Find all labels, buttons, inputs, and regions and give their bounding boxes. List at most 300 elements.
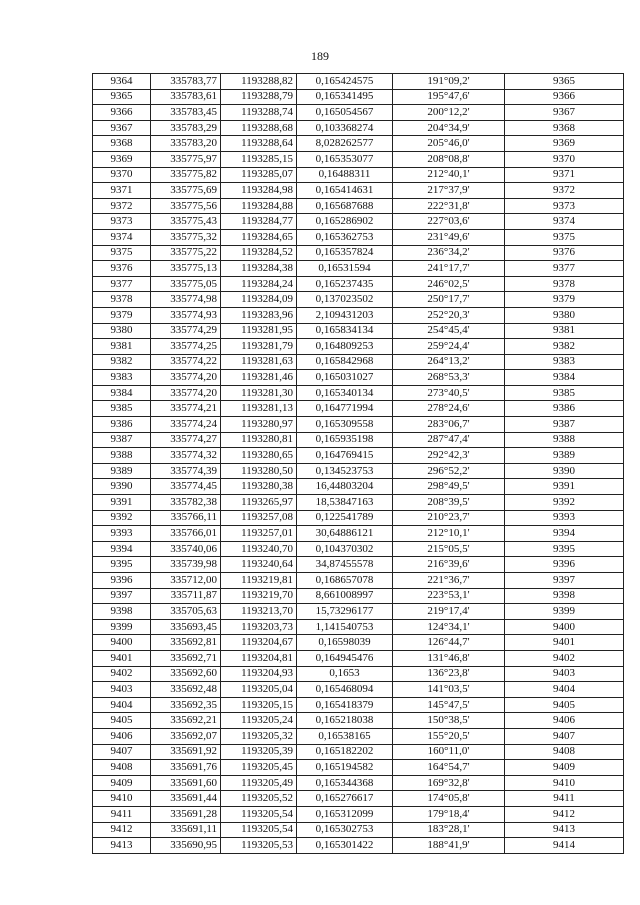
y-coordinate-cell: 1193280,97: [221, 417, 297, 433]
point-to-cell: 9368: [505, 120, 624, 136]
point-to-cell: 9389: [505, 448, 624, 464]
x-coordinate-cell: 335775,22: [151, 245, 221, 261]
distance-cell: 8,661008997: [297, 588, 393, 604]
point-to-cell: 9402: [505, 650, 624, 666]
y-coordinate-cell: 1193284,88: [221, 198, 297, 214]
bearing-cell: 131°46,8': [393, 650, 505, 666]
bearing-cell: 208°39,5': [393, 495, 505, 511]
table-row: [93, 261, 624, 277]
table-row: [93, 682, 624, 698]
table-row: [93, 245, 624, 261]
distance-cell: 0,164769415: [297, 448, 393, 464]
table-row: [93, 401, 624, 417]
y-coordinate-cell: 1193284,77: [221, 214, 297, 230]
bearing-cell: 252°20,3': [393, 307, 505, 323]
distance-cell: 0,165054567: [297, 105, 393, 121]
x-coordinate-cell: 335774,21: [151, 401, 221, 417]
point-to-cell: 9398: [505, 588, 624, 604]
point-from-cell: 9383: [93, 370, 151, 386]
y-coordinate-cell: 1193204,93: [221, 666, 297, 682]
point-to-cell: 9379: [505, 292, 624, 308]
y-coordinate-cell: 1193288,74: [221, 105, 297, 121]
point-from-cell: 9394: [93, 541, 151, 557]
bearing-cell: 208°08,8': [393, 151, 505, 167]
distance-cell: 0,165424575: [297, 74, 393, 90]
table-row: [93, 151, 624, 167]
point-from-cell: 9364: [93, 74, 151, 90]
y-coordinate-cell: 1193288,79: [221, 89, 297, 105]
y-coordinate-cell: 1193288,64: [221, 136, 297, 152]
bearing-cell: 200°12,2': [393, 105, 505, 121]
bearing-cell: 219°17,4': [393, 604, 505, 620]
table-row: [93, 744, 624, 760]
bearing-cell: 150°38,5': [393, 713, 505, 729]
bearing-cell: 212°10,1': [393, 526, 505, 542]
x-coordinate-cell: 335774,39: [151, 463, 221, 479]
y-coordinate-cell: 1193205,52: [221, 791, 297, 807]
point-to-cell: 9374: [505, 214, 624, 230]
point-from-cell: 9412: [93, 822, 151, 838]
x-coordinate-cell: 335774,98: [151, 292, 221, 308]
bearing-cell: 227°03,6': [393, 214, 505, 230]
table-body: [93, 74, 624, 854]
table-row: [93, 339, 624, 355]
bearing-cell: 283°06,7': [393, 417, 505, 433]
table-row: [93, 432, 624, 448]
distance-cell: 0,168657078: [297, 573, 393, 589]
y-coordinate-cell: 1193283,96: [221, 307, 297, 323]
point-to-cell: 9391: [505, 479, 624, 495]
table-row: [93, 136, 624, 152]
point-to-cell: 9385: [505, 385, 624, 401]
point-from-cell: 9387: [93, 432, 151, 448]
y-coordinate-cell: 1193205,54: [221, 822, 297, 838]
table-row: [93, 635, 624, 651]
x-coordinate-cell: 335691,60: [151, 775, 221, 791]
table-row: [93, 385, 624, 401]
y-coordinate-cell: 1193205,32: [221, 728, 297, 744]
coordinates-table: [92, 73, 624, 854]
bearing-cell: 126°44,7': [393, 635, 505, 651]
bearing-cell: 231°49,6': [393, 229, 505, 245]
bearing-cell: 204°34,9': [393, 120, 505, 136]
point-from-cell: 9367: [93, 120, 151, 136]
x-coordinate-cell: 335740,06: [151, 541, 221, 557]
distance-cell: 0,164771994: [297, 401, 393, 417]
x-coordinate-cell: 335783,77: [151, 74, 221, 90]
distance-cell: 0,165687688: [297, 198, 393, 214]
x-coordinate-cell: 335774,24: [151, 417, 221, 433]
point-from-cell: 9395: [93, 557, 151, 573]
distance-cell: 16,44803204: [297, 479, 393, 495]
bearing-cell: 216°39,6': [393, 557, 505, 573]
point-to-cell: 9372: [505, 183, 624, 199]
table-row: [93, 292, 624, 308]
point-from-cell: 9404: [93, 697, 151, 713]
x-coordinate-cell: 335711,87: [151, 588, 221, 604]
point-from-cell: 9411: [93, 806, 151, 822]
bearing-cell: 236°34,2': [393, 245, 505, 261]
table-row: [93, 604, 624, 620]
bearing-cell: 136°23,8': [393, 666, 505, 682]
y-coordinate-cell: 1193280,81: [221, 432, 297, 448]
distance-cell: 0,165302753: [297, 822, 393, 838]
point-to-cell: 9375: [505, 229, 624, 245]
bearing-cell: 287°47,4': [393, 432, 505, 448]
point-from-cell: 9389: [93, 463, 151, 479]
table-row: [93, 541, 624, 557]
point-to-cell: 9406: [505, 713, 624, 729]
distance-cell: 0,165194582: [297, 760, 393, 776]
table-row: [93, 214, 624, 230]
y-coordinate-cell: 1193284,98: [221, 183, 297, 199]
distance-cell: 0,16538165: [297, 728, 393, 744]
y-coordinate-cell: 1193281,46: [221, 370, 297, 386]
point-from-cell: 9371: [93, 183, 151, 199]
x-coordinate-cell: 335783,61: [151, 89, 221, 105]
table-row: [93, 510, 624, 526]
point-from-cell: 9400: [93, 635, 151, 651]
distance-cell: 0,104370302: [297, 541, 393, 557]
bearing-cell: 222°31,8': [393, 198, 505, 214]
point-to-cell: 9396: [505, 557, 624, 573]
table-row: [93, 666, 624, 682]
bearing-cell: 164°54,7': [393, 760, 505, 776]
point-to-cell: 9371: [505, 167, 624, 183]
point-to-cell: 9373: [505, 198, 624, 214]
table-row: [93, 276, 624, 292]
x-coordinate-cell: 335739,98: [151, 557, 221, 573]
table-row: [93, 822, 624, 838]
x-coordinate-cell: 335774,29: [151, 323, 221, 339]
bearing-cell: 210°23,7': [393, 510, 505, 526]
point-to-cell: 9394: [505, 526, 624, 542]
point-from-cell: 9379: [93, 307, 151, 323]
distance-cell: 0,122541789: [297, 510, 393, 526]
x-coordinate-cell: 335774,45: [151, 479, 221, 495]
y-coordinate-cell: 1193257,01: [221, 526, 297, 542]
table-row: [93, 354, 624, 370]
bearing-cell: 155°20,5': [393, 728, 505, 744]
point-from-cell: 9393: [93, 526, 151, 542]
table-row: [93, 307, 624, 323]
bearing-cell: 264°13,2': [393, 354, 505, 370]
point-to-cell: 9370: [505, 151, 624, 167]
x-coordinate-cell: 335705,63: [151, 604, 221, 620]
point-to-cell: 9401: [505, 635, 624, 651]
y-coordinate-cell: 1193285,15: [221, 151, 297, 167]
point-from-cell: 9401: [93, 650, 151, 666]
x-coordinate-cell: 335783,29: [151, 120, 221, 136]
distance-cell: 0,134523753: [297, 463, 393, 479]
x-coordinate-cell: 335712,00: [151, 573, 221, 589]
point-to-cell: 9367: [505, 105, 624, 121]
point-from-cell: 9377: [93, 276, 151, 292]
table-row: [93, 370, 624, 386]
bearing-cell: 195°47,6': [393, 89, 505, 105]
bearing-cell: 259°24,4': [393, 339, 505, 355]
y-coordinate-cell: 1193281,95: [221, 323, 297, 339]
point-from-cell: 9384: [93, 385, 151, 401]
point-from-cell: 9382: [93, 354, 151, 370]
distance-cell: 15,73296177: [297, 604, 393, 620]
point-to-cell: 9393: [505, 510, 624, 526]
y-coordinate-cell: 1193219,81: [221, 573, 297, 589]
point-to-cell: 9395: [505, 541, 624, 557]
point-from-cell: 9372: [93, 198, 151, 214]
bearing-cell: 223°53,1': [393, 588, 505, 604]
bearing-cell: 191°09,2': [393, 74, 505, 90]
point-from-cell: 9366: [93, 105, 151, 121]
point-to-cell: 9382: [505, 339, 624, 355]
point-to-cell: 9411: [505, 791, 624, 807]
point-to-cell: 9414: [505, 838, 624, 854]
bearing-cell: 212°40,1': [393, 167, 505, 183]
y-coordinate-cell: 1193284,38: [221, 261, 297, 277]
x-coordinate-cell: 335774,27: [151, 432, 221, 448]
bearing-cell: 278°24,6': [393, 401, 505, 417]
x-coordinate-cell: 335774,20: [151, 370, 221, 386]
point-from-cell: 9385: [93, 401, 151, 417]
point-from-cell: 9374: [93, 229, 151, 245]
x-coordinate-cell: 335691,11: [151, 822, 221, 838]
table-row: [93, 526, 624, 542]
y-coordinate-cell: 1193284,65: [221, 229, 297, 245]
point-to-cell: 9388: [505, 432, 624, 448]
table-row: [93, 417, 624, 433]
x-coordinate-cell: 335775,97: [151, 151, 221, 167]
distance-cell: 8,028262577: [297, 136, 393, 152]
bearing-cell: 183°28,1': [393, 822, 505, 838]
table-row: [93, 479, 624, 495]
point-from-cell: 9406: [93, 728, 151, 744]
distance-cell: 0,165834134: [297, 323, 393, 339]
x-coordinate-cell: 335691,44: [151, 791, 221, 807]
point-to-cell: 9410: [505, 775, 624, 791]
y-coordinate-cell: 1193281,79: [221, 339, 297, 355]
x-coordinate-cell: 335692,60: [151, 666, 221, 682]
table-row: [93, 198, 624, 214]
point-to-cell: 9384: [505, 370, 624, 386]
table-row: [93, 791, 624, 807]
y-coordinate-cell: 1193203,73: [221, 619, 297, 635]
x-coordinate-cell: 335775,05: [151, 276, 221, 292]
point-from-cell: 9381: [93, 339, 151, 355]
x-coordinate-cell: 335692,71: [151, 650, 221, 666]
distance-cell: 18,53847163: [297, 495, 393, 511]
x-coordinate-cell: 335775,56: [151, 198, 221, 214]
point-from-cell: 9373: [93, 214, 151, 230]
bearing-cell: 145°47,5': [393, 697, 505, 713]
point-from-cell: 9370: [93, 167, 151, 183]
point-to-cell: 9390: [505, 463, 624, 479]
bearing-cell: 169°32,8': [393, 775, 505, 791]
bearing-cell: 215°05,5': [393, 541, 505, 557]
bearing-cell: 250°17,7': [393, 292, 505, 308]
table-row: [93, 573, 624, 589]
x-coordinate-cell: 335692,07: [151, 728, 221, 744]
x-coordinate-cell: 335782,38: [151, 495, 221, 511]
bearing-cell: 217°37,9': [393, 183, 505, 199]
point-from-cell: 9386: [93, 417, 151, 433]
y-coordinate-cell: 1193205,49: [221, 775, 297, 791]
distance-cell: 0,165276617: [297, 791, 393, 807]
table-row: [93, 760, 624, 776]
x-coordinate-cell: 335692,35: [151, 697, 221, 713]
table-row: [93, 650, 624, 666]
table-row: [93, 167, 624, 183]
x-coordinate-cell: 335766,01: [151, 526, 221, 542]
point-from-cell: 9388: [93, 448, 151, 464]
bearing-cell: 179°18,4': [393, 806, 505, 822]
distance-cell: 0,165237435: [297, 276, 393, 292]
distance-cell: 0,165182202: [297, 744, 393, 760]
point-to-cell: 9392: [505, 495, 624, 511]
point-to-cell: 9378: [505, 276, 624, 292]
y-coordinate-cell: 1193205,04: [221, 682, 297, 698]
table-row: [93, 323, 624, 339]
y-coordinate-cell: 1193285,07: [221, 167, 297, 183]
bearing-cell: 124°34,1': [393, 619, 505, 635]
x-coordinate-cell: 335774,25: [151, 339, 221, 355]
x-coordinate-cell: 335692,48: [151, 682, 221, 698]
point-from-cell: 9365: [93, 89, 151, 105]
y-coordinate-cell: 1193265,97: [221, 495, 297, 511]
distance-cell: 0,165341495: [297, 89, 393, 105]
y-coordinate-cell: 1193205,54: [221, 806, 297, 822]
page-number: 189: [311, 49, 329, 63]
distance-cell: 30,64886121: [297, 526, 393, 542]
bearing-cell: 174°05,8': [393, 791, 505, 807]
x-coordinate-cell: 335692,81: [151, 635, 221, 651]
y-coordinate-cell: 1193205,53: [221, 838, 297, 854]
point-to-cell: 9405: [505, 697, 624, 713]
x-coordinate-cell: 335691,28: [151, 806, 221, 822]
distance-cell: 0,165357824: [297, 245, 393, 261]
table-row: [93, 229, 624, 245]
x-coordinate-cell: 335693,45: [151, 619, 221, 635]
distance-cell: 0,165340134: [297, 385, 393, 401]
point-from-cell: 9375: [93, 245, 151, 261]
y-coordinate-cell: 1193240,64: [221, 557, 297, 573]
point-to-cell: 9408: [505, 744, 624, 760]
distance-cell: 0,165842968: [297, 354, 393, 370]
y-coordinate-cell: 1193280,50: [221, 463, 297, 479]
x-coordinate-cell: 335775,13: [151, 261, 221, 277]
point-to-cell: 9404: [505, 682, 624, 698]
table-row: [93, 588, 624, 604]
x-coordinate-cell: 335774,93: [151, 307, 221, 323]
distance-cell: 0,16598039: [297, 635, 393, 651]
point-from-cell: 9405: [93, 713, 151, 729]
bearing-cell: 268°53,3': [393, 370, 505, 386]
y-coordinate-cell: 1193284,52: [221, 245, 297, 261]
y-coordinate-cell: 1193284,09: [221, 292, 297, 308]
y-coordinate-cell: 1193280,65: [221, 448, 297, 464]
point-from-cell: 9397: [93, 588, 151, 604]
bearing-cell: 298°49,5': [393, 479, 505, 495]
point-to-cell: 9366: [505, 89, 624, 105]
y-coordinate-cell: 1193204,67: [221, 635, 297, 651]
y-coordinate-cell: 1193205,45: [221, 760, 297, 776]
y-coordinate-cell: 1193213,70: [221, 604, 297, 620]
point-to-cell: 9400: [505, 619, 624, 635]
point-to-cell: 9407: [505, 728, 624, 744]
point-to-cell: 9409: [505, 760, 624, 776]
point-from-cell: 9403: [93, 682, 151, 698]
point-to-cell: 9376: [505, 245, 624, 261]
bearing-cell: 246°02,5': [393, 276, 505, 292]
point-to-cell: 9412: [505, 806, 624, 822]
distance-cell: 0,165362753: [297, 229, 393, 245]
table-row: [93, 448, 624, 464]
bearing-cell: 160°11,0': [393, 744, 505, 760]
bearing-cell: 296°52,2': [393, 463, 505, 479]
point-from-cell: 9399: [93, 619, 151, 635]
point-from-cell: 9413: [93, 838, 151, 854]
point-to-cell: 9377: [505, 261, 624, 277]
y-coordinate-cell: 1193204,81: [221, 650, 297, 666]
x-coordinate-cell: 335691,76: [151, 760, 221, 776]
bearing-cell: 254°45,4': [393, 323, 505, 339]
distance-cell: 0,1653: [297, 666, 393, 682]
x-coordinate-cell: 335775,43: [151, 214, 221, 230]
distance-cell: 0,165935198: [297, 432, 393, 448]
table-row: [93, 713, 624, 729]
point-to-cell: 9383: [505, 354, 624, 370]
table-row: [93, 838, 624, 854]
point-to-cell: 9380: [505, 307, 624, 323]
distance-cell: 0,165353077: [297, 151, 393, 167]
table-row: [93, 775, 624, 791]
y-coordinate-cell: 1193240,70: [221, 541, 297, 557]
point-to-cell: 9397: [505, 573, 624, 589]
point-from-cell: 9398: [93, 604, 151, 620]
distance-cell: 0,164809253: [297, 339, 393, 355]
point-from-cell: 9402: [93, 666, 151, 682]
point-from-cell: 9396: [93, 573, 151, 589]
point-from-cell: 9380: [93, 323, 151, 339]
distance-cell: 0,165468094: [297, 682, 393, 698]
distance-cell: 0,165418379: [297, 697, 393, 713]
point-to-cell: 9413: [505, 822, 624, 838]
y-coordinate-cell: 1193288,68: [221, 120, 297, 136]
y-coordinate-cell: 1193219,70: [221, 588, 297, 604]
distance-cell: 0,165309558: [297, 417, 393, 433]
distance-cell: 0,165031027: [297, 370, 393, 386]
distance-cell: 0,165414631: [297, 183, 393, 199]
distance-cell: 0,165312099: [297, 806, 393, 822]
table-row: [93, 105, 624, 121]
table-row: [93, 619, 624, 635]
y-coordinate-cell: 1193205,39: [221, 744, 297, 760]
table-row: [93, 697, 624, 713]
x-coordinate-cell: 335783,20: [151, 136, 221, 152]
point-from-cell: 9390: [93, 479, 151, 495]
point-from-cell: 9378: [93, 292, 151, 308]
point-to-cell: 9399: [505, 604, 624, 620]
point-from-cell: 9410: [93, 791, 151, 807]
x-coordinate-cell: 335774,20: [151, 385, 221, 401]
point-from-cell: 9407: [93, 744, 151, 760]
point-from-cell: 9392: [93, 510, 151, 526]
table-row: [93, 120, 624, 136]
y-coordinate-cell: 1193288,82: [221, 74, 297, 90]
x-coordinate-cell: 335775,32: [151, 229, 221, 245]
bearing-cell: 292°42,3': [393, 448, 505, 464]
distance-cell: 0,164945476: [297, 650, 393, 666]
point-to-cell: 9365: [505, 74, 624, 90]
